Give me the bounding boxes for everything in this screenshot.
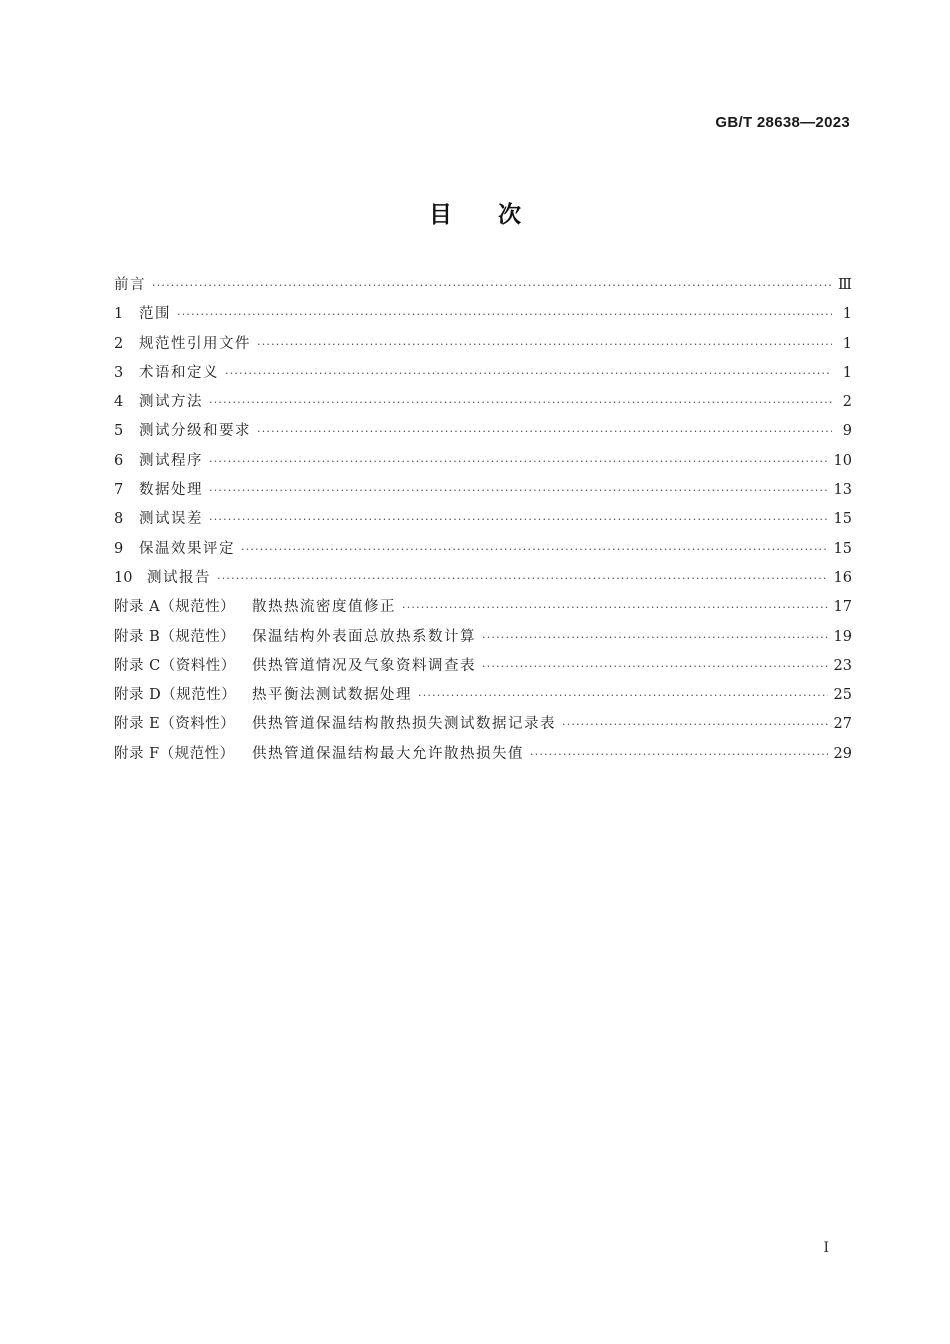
toc-leader-dots bbox=[209, 455, 828, 468]
toc-entry-label: 测试误差 bbox=[139, 511, 203, 528]
toc-annex-prefix: 附录 F（规范性） bbox=[114, 745, 235, 762]
toc-annex-page: 19 bbox=[833, 628, 852, 645]
toc-entry-page: 15 bbox=[833, 540, 852, 557]
toc-entry-page: 13 bbox=[833, 482, 852, 499]
toc-annex-page: 17 bbox=[833, 599, 852, 616]
toc-entry-test-error[interactable] bbox=[114, 507, 852, 536]
toc-annex-page: 27 bbox=[833, 716, 852, 733]
toc-leader-dots bbox=[241, 543, 828, 556]
toc-entry-label: 前言 bbox=[114, 277, 146, 293]
toc-annex-prefix: 附录 C（资料性） bbox=[114, 657, 236, 674]
toc-entry-label: 规范性引用文件 bbox=[139, 335, 251, 352]
toc-entry-page: 9 bbox=[842, 423, 852, 440]
toc-annex-e[interactable] bbox=[114, 712, 852, 741]
toc-entry-page: 1 bbox=[842, 335, 852, 352]
toc-annex-page: 23 bbox=[833, 657, 852, 674]
toc-title: 目次 bbox=[429, 202, 567, 228]
toc-annex-label: 供热管道情况及气象资料调查表 bbox=[252, 657, 476, 674]
toc-leader-dots bbox=[209, 484, 828, 497]
toc-annex-page: 25 bbox=[833, 687, 852, 704]
toc-entry-number: 1 bbox=[114, 306, 124, 323]
toc-entry-number: 8 bbox=[114, 511, 124, 528]
toc-entry-label: 术语和定义 bbox=[139, 364, 219, 381]
toc-entry-page: 2 bbox=[842, 394, 852, 411]
toc-entry-number: 7 bbox=[114, 482, 124, 499]
toc-entry-label: 测试报告 bbox=[147, 569, 211, 586]
toc-leader-dots bbox=[225, 367, 832, 380]
toc-annex-label: 保温结构外表面总放热系数计算 bbox=[252, 628, 476, 645]
toc-entry-data-processing[interactable] bbox=[114, 478, 852, 507]
toc-entry-test-report[interactable] bbox=[114, 566, 852, 595]
toc-entry-page: 16 bbox=[833, 569, 852, 586]
toc-entry-number: 3 bbox=[114, 364, 124, 381]
toc-leader-dots bbox=[257, 338, 832, 351]
toc-leader-dots bbox=[209, 396, 832, 409]
toc-annex-label: 供热管道保温结构散热损失测试数据记录表 bbox=[252, 716, 556, 733]
table-of-contents bbox=[114, 273, 852, 771]
toc-annex-c[interactable] bbox=[114, 654, 852, 683]
toc-entry-label: 范围 bbox=[139, 306, 171, 323]
toc-entry-insulation-evaluation[interactable] bbox=[114, 537, 852, 566]
toc-entry-scope[interactable] bbox=[114, 302, 852, 331]
toc-annex-a[interactable] bbox=[114, 595, 852, 624]
toc-entry-label: 测试分级和要求 bbox=[139, 423, 251, 440]
toc-entry-label: 测试程序 bbox=[139, 452, 203, 469]
toc-entry-number: 9 bbox=[114, 540, 124, 557]
toc-entry-grading-requirements[interactable] bbox=[114, 419, 852, 448]
toc-entry-page: 10 bbox=[833, 452, 852, 469]
toc-leader-dots bbox=[482, 660, 828, 673]
toc-entry-normative-references[interactable] bbox=[114, 332, 852, 361]
toc-annex-prefix: 附录 A（规范性） bbox=[114, 599, 236, 616]
toc-entry-number: 6 bbox=[114, 452, 124, 469]
toc-leader-dots bbox=[217, 572, 828, 585]
toc-annex-f[interactable] bbox=[114, 742, 852, 771]
toc-entry-number: 5 bbox=[114, 423, 124, 440]
toc-entry-test-methods[interactable] bbox=[114, 390, 852, 419]
toc-entry-page: 1 bbox=[842, 364, 852, 381]
toc-annex-prefix: 附录 E（资料性） bbox=[114, 716, 236, 733]
toc-leader-dots bbox=[418, 689, 828, 702]
toc-leader-dots bbox=[152, 279, 832, 292]
page-number: I bbox=[823, 1240, 829, 1256]
toc-leader-dots bbox=[257, 425, 832, 438]
toc-annex-prefix: 附录 B（规范性） bbox=[114, 628, 236, 645]
toc-entry-label: 数据处理 bbox=[139, 482, 203, 499]
toc-annex-d[interactable] bbox=[114, 683, 852, 712]
toc-leader-dots bbox=[209, 513, 828, 526]
toc-entry-preface[interactable] bbox=[114, 273, 852, 302]
toc-entry-test-procedure[interactable] bbox=[114, 449, 852, 478]
toc-entry-page: 1 bbox=[842, 306, 852, 323]
toc-leader-dots bbox=[402, 601, 828, 614]
toc-entry-number: 4 bbox=[114, 394, 124, 411]
toc-entry-terms-definitions[interactable] bbox=[114, 361, 852, 390]
toc-annex-label: 供热管道保温结构最大允许散热损失值 bbox=[252, 745, 524, 762]
standard-code: GB/T 28638—2023 bbox=[715, 114, 850, 131]
toc-annex-label: 热平衡法测试数据处理 bbox=[252, 687, 412, 704]
toc-entry-page: Ⅲ bbox=[838, 277, 852, 293]
toc-entry-number: 2 bbox=[114, 335, 124, 352]
toc-annex-prefix: 附录 D（规范性） bbox=[114, 687, 237, 704]
toc-leader-dots bbox=[177, 308, 832, 321]
toc-entry-label: 测试方法 bbox=[139, 394, 203, 411]
toc-entry-page: 15 bbox=[833, 511, 852, 528]
toc-leader-dots bbox=[562, 718, 828, 731]
toc-annex-label: 散热热流密度值修正 bbox=[252, 599, 396, 616]
toc-entry-label: 保温效果评定 bbox=[139, 540, 235, 557]
toc-leader-dots bbox=[530, 748, 828, 761]
toc-annex-b[interactable] bbox=[114, 625, 852, 654]
toc-annex-page: 29 bbox=[833, 745, 852, 762]
toc-leader-dots bbox=[482, 631, 828, 644]
toc-entry-number: 10 bbox=[114, 569, 133, 586]
